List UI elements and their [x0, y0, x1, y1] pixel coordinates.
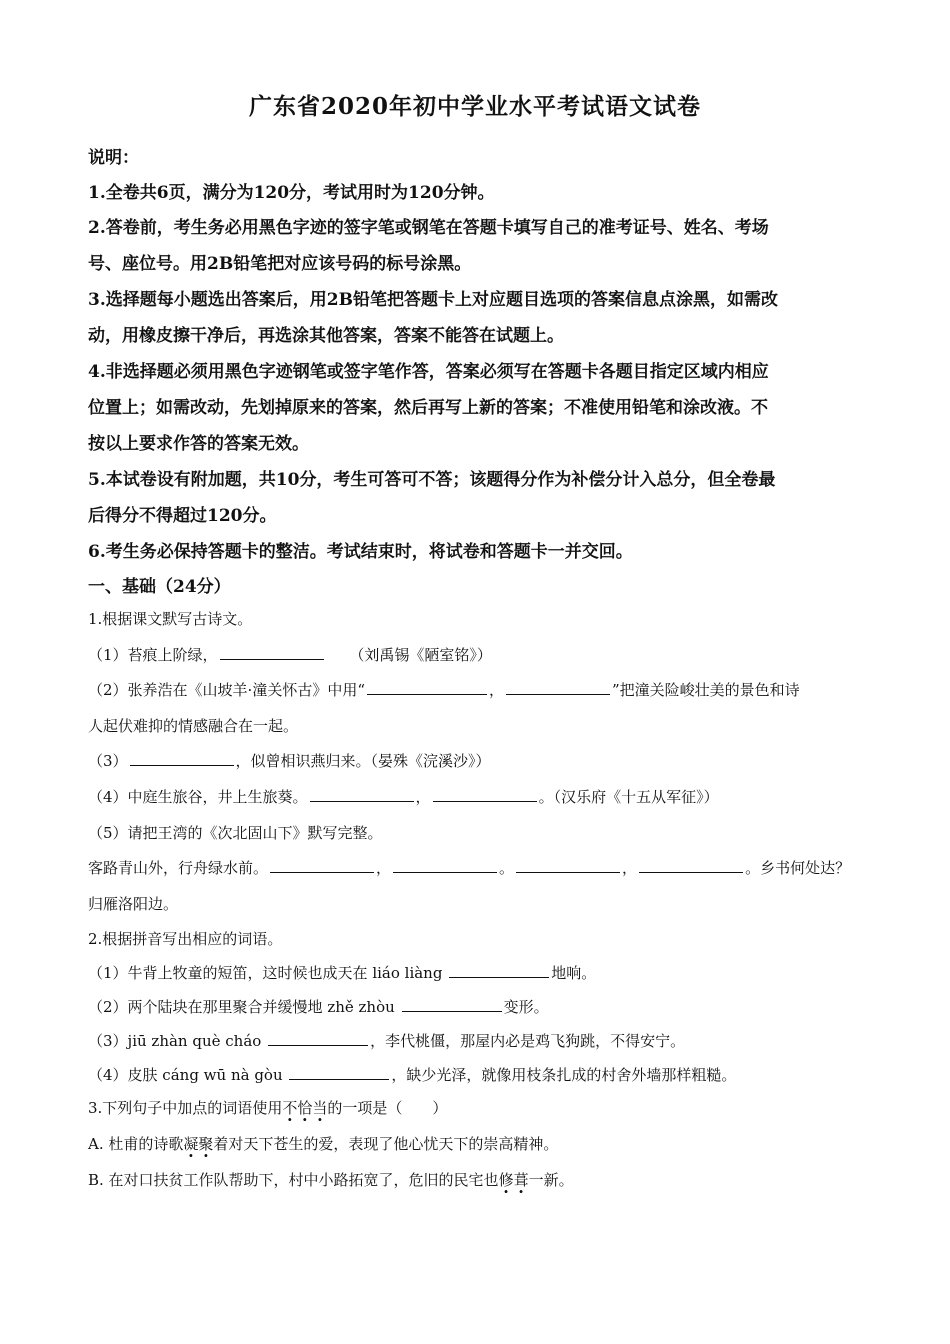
- question-2-part-3: （3）jiū zhàn què cháo ，李代桃僵，那屋内必是鸡飞狗跳，不得安宁。: [88, 1032, 686, 1050]
- instruction-line: 位置上；如需改动，先划掉原来的答案，然后再写上新的答案；不准使用铅笔和涂改液。不: [88, 398, 768, 418]
- question-1-part-5-end: 归雁洛阳边。: [88, 895, 179, 913]
- answer-blank[interactable]: [130, 750, 234, 766]
- instruction-line: 3.选择题每小题选出答案后，用2B铅笔把答题卡上对应题目选项的答案信息点涂黑，如需改: [88, 290, 778, 310]
- instruction-line: 4.非选择题必须用黑色字迹钢笔或签字笔作答，答案必须写在答题卡各题目指定区域内相应: [88, 362, 769, 382]
- question-1-part-2: （2）张养浩在《山坡羊·潼关怀古》中用“ ， ”把潼关险峻壮美的景色和诗: [88, 681, 800, 699]
- dotted-char: 凝: [183, 1135, 199, 1153]
- dotted-char: 聚: [198, 1135, 214, 1153]
- dotted-char: 恰: [297, 1099, 313, 1117]
- answer-blank[interactable]: [402, 996, 502, 1012]
- dotted-char: 不: [282, 1099, 298, 1117]
- instruction-line: 5.本试卷设有附加题，共10分，考生可答可不答；该题得分作为补偿分计入总分，但全卷最: [88, 470, 776, 490]
- answer-blank[interactable]: [449, 962, 549, 978]
- question-3-option-b[interactable]: B. 在对口扶贫工作队帮助下，村中小路拓宽了，危旧的民宅也修葺一新。: [88, 1171, 574, 1189]
- instruction-line: 1.全卷共6页，满分为120分，考试用时为120分钟。: [88, 183, 495, 203]
- dotted-char: 修: [498, 1171, 514, 1189]
- question-3-stem: 3.下列句子中加点的词语使用不恰当的一项是（ ）: [88, 1099, 448, 1117]
- instruction-line: 号、座位号。用2B铅笔把对应该号码的标号涂黑。: [88, 254, 472, 274]
- question-1-part-2-cont: 人起伏难抑的情感融合在一起。: [88, 717, 299, 735]
- answer-blank[interactable]: [433, 786, 537, 802]
- question-1-part-5: （5）请把王湾的《次北固山下》默写完整。: [88, 824, 383, 842]
- section-heading: 一、基础（24分）: [88, 577, 231, 597]
- question-2-stem: 2.根据拼音写出相应的词语。: [88, 930, 283, 948]
- instruction-line: 动，用橡皮擦干净后，再选涂其他答案，答案不能答在试题上。: [88, 326, 564, 346]
- question-2-part-2: （2）两个陆块在那里聚合并缓慢地 zhě zhòu 变形。: [88, 998, 549, 1016]
- dotted-char: 当: [312, 1099, 328, 1117]
- answer-blank[interactable]: [270, 857, 374, 873]
- answer-blank[interactable]: [393, 857, 497, 873]
- answer-blank[interactable]: [220, 644, 324, 660]
- instruction-line: 后得分不得超过120分。: [88, 506, 277, 526]
- instruction-line: 6.考生务必保持答题卡的整洁。考试结束时，将试卷和答题卡一并交回。: [88, 542, 633, 562]
- question-1-part-1: （1）苔痕上阶绿， （刘禹锡《陋室铭》）: [88, 646, 492, 664]
- exam-title: 广东省2020年初中学业水平考试语文试卷: [248, 93, 701, 120]
- instruction-line: 2.答卷前，考生务必用黑色字迹的签字笔或钢笔在答题卡填写自己的准考证号、姓名、考场: [88, 218, 769, 238]
- answer-blank[interactable]: [268, 1030, 368, 1046]
- answer-blank[interactable]: [516, 857, 620, 873]
- instructions-heading: 说明：: [88, 148, 139, 168]
- question-2-part-1: （1）牛背上牧童的短笛，这时候也成天在 liáo liàng 地响。: [88, 964, 597, 982]
- question-3-option-a[interactable]: A. 杜甫的诗歌凝聚着对天下苍生的爱，表现了他心忧天下的崇高精神。: [88, 1135, 559, 1153]
- question-1-part-3: （3） ，似曾相识燕归来。（晏殊《浣溪沙》）: [88, 752, 491, 770]
- answer-blank[interactable]: [289, 1064, 389, 1080]
- question-1-part-4: （4）中庭生旅谷，井上生旅葵。 ， 。（汉乐府《十五从军征》）: [88, 788, 719, 806]
- question-1-stem: 1.根据课文默写古诗文。: [88, 610, 253, 628]
- instruction-line: 按以上要求作答的答案无效。: [88, 434, 309, 454]
- question-2-part-4: （4）皮肤 cáng wū nà gòu ，缺少光泽，就像用枝条扎成的村舍外墙那样粗糙。: [88, 1066, 737, 1084]
- answer-blank[interactable]: [367, 679, 487, 695]
- question-1-part-5-poem: 客路青山外，行舟绿水前。 ， 。 ， 。乡书何处达？: [88, 859, 851, 877]
- answer-blank[interactable]: [639, 857, 743, 873]
- answer-blank[interactable]: [310, 786, 414, 802]
- answer-blank[interactable]: [506, 679, 610, 695]
- dotted-char: 葺: [513, 1171, 529, 1189]
